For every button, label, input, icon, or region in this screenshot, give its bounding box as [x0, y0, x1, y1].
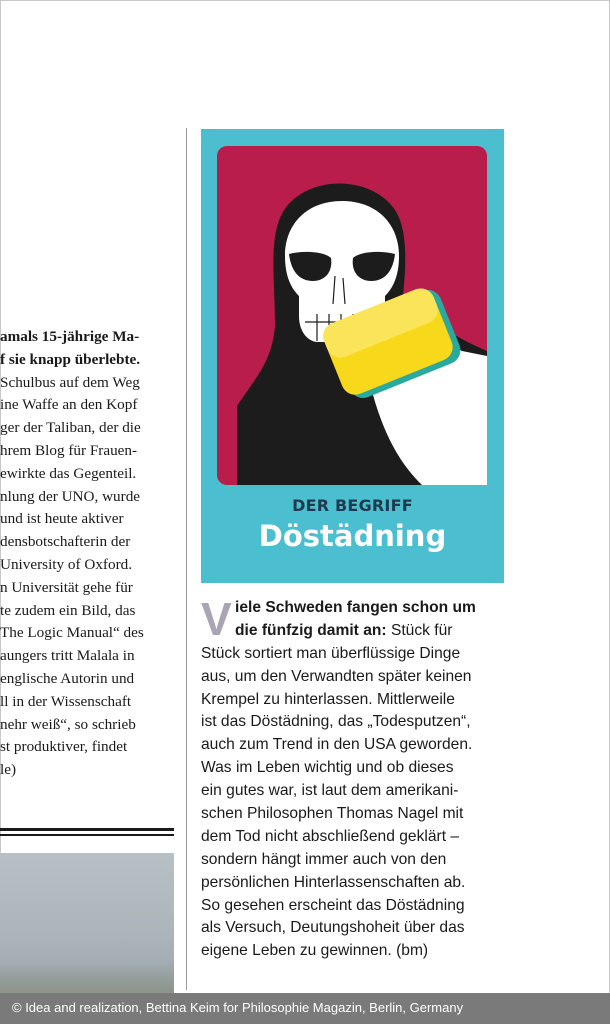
article-text: als Versuch, Deutungshoheit über das — [201, 919, 465, 937]
left-column-line: ewirkte das Gegenteil. — [0, 464, 137, 482]
credit-bar — [0, 993, 610, 1024]
article-line — [201, 917, 506, 940]
left-column-line: University of Oxford. — [0, 555, 133, 573]
article-text: ist das Döstädning, das „Todesputzen“, — [201, 713, 471, 731]
article-line — [201, 757, 506, 780]
left-column-line: le) — [0, 761, 17, 779]
left-column-line: nehr weiß“, so schrieb — [0, 715, 136, 733]
left-column-line: te zudem ein Bild, das — [0, 601, 136, 619]
left-column-line: ll in der Wissenschaft — [0, 692, 132, 710]
left-column-line: amals 15-jährige Ma- — [0, 328, 140, 345]
article-line — [201, 643, 506, 666]
article-line — [201, 872, 506, 895]
article-text: Stück für — [386, 621, 453, 639]
article-line — [201, 940, 506, 963]
left-column-text — [0, 326, 178, 782]
left-column-line: ger der Taliban, der die — [0, 419, 141, 437]
article-text: aus, um den Verwandten später keinen — [201, 667, 472, 685]
card-term-title: Döstädning — [258, 519, 447, 553]
photo-ground — [0, 963, 174, 993]
left-column-line: Schulbus auf dem Weg — [0, 373, 140, 391]
article-line — [201, 780, 506, 803]
article-text: Krempel zu hinterlassen. Mittlerweile — [201, 690, 455, 708]
grim-reaper-illustration — [217, 146, 487, 485]
article-line — [201, 895, 506, 918]
article-text: Stück sortiert man überflüssige Dinge — [201, 644, 461, 662]
article-line — [201, 597, 506, 620]
article-line — [201, 826, 506, 849]
article-line — [201, 734, 506, 757]
article-line — [201, 849, 506, 872]
article-line — [201, 689, 506, 712]
left-column-line: n Universität gehe für — [0, 578, 133, 596]
concept-card — [201, 129, 504, 583]
left-column-line: f sie knapp überlebte. — [0, 350, 141, 368]
drop-cap: V — [201, 593, 232, 645]
article-text: eigene Leben zu gewinnen. (bm) — [201, 942, 429, 960]
article-line — [201, 666, 506, 689]
left-column-line: st produktiver, findet — [0, 738, 128, 756]
left-column-line: und ist heute aktiver — [0, 510, 124, 528]
left-column-line: englische Autorin und — [0, 669, 135, 687]
article-text: auch zum Trend in den USA geworden. — [201, 736, 473, 754]
left-column-line: hrem Blog für Frauen- — [0, 441, 138, 459]
column-divider — [186, 128, 187, 990]
article-text: schen Philosophen Thomas Nagel mit — [201, 805, 464, 823]
left-column-line: ine Waffe an den Kopf — [0, 396, 138, 414]
article-body — [201, 593, 506, 963]
left-column-line: The Logic Manual“ des — [0, 624, 144, 642]
article-line — [201, 711, 506, 734]
left-column-line: densbotschafterin der — [0, 533, 131, 551]
article-text: persönlichen Hinterlassenschaften ab. — [201, 873, 466, 891]
section-divider-rule — [0, 828, 174, 836]
left-column-line: aungers tritt Malala in — [0, 647, 135, 665]
article-line — [201, 803, 506, 826]
article-lead-text: iele Schweden fangen schon um — [235, 599, 476, 616]
article-text: Was im Leben wichtig und ob dieses — [201, 759, 454, 777]
article-lead-text: die fünfzig damit an: — [235, 621, 387, 639]
article-text: ein gutes war, ist laut dem amerikani- — [201, 782, 459, 800]
card-kicker: DER BEGRIFF — [292, 496, 413, 515]
article-text: So gesehen erscheint das Döstädning — [201, 896, 465, 914]
credit-text: © Idea and realization, Bettina Keim for Philosophie Magazin, Berlin, Germany — [12, 1000, 464, 1015]
article-text: sondern hängt immer auch von den — [201, 850, 447, 868]
left-column-line: nlung der UNO, wurde — [0, 487, 141, 505]
photo-image — [0, 853, 174, 993]
article-line — [201, 620, 506, 643]
article-text: dem Tod nicht abschließend geklärt – — [201, 827, 460, 845]
